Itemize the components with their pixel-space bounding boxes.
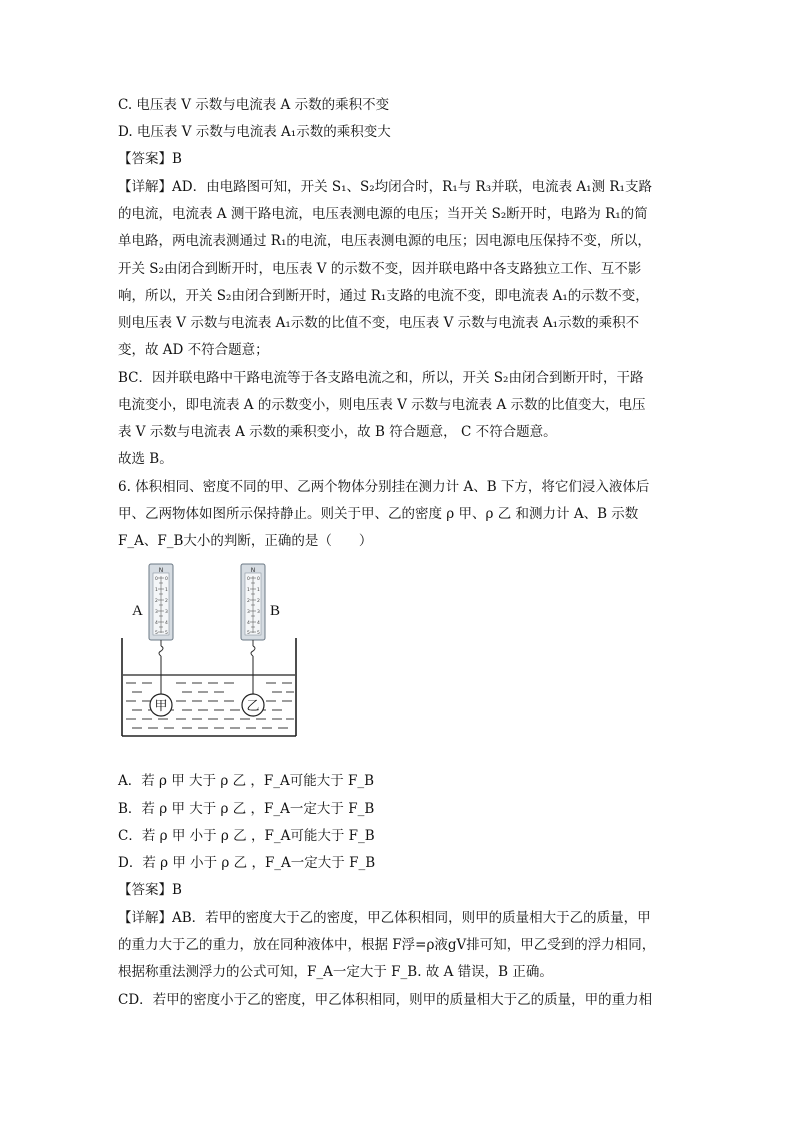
option-d-prev: D. 电压表 V 示数与电流表 A₁示数的乘积变大 [118, 124, 391, 140]
explanation-line: CD．若甲的密度小于乙的密度，甲乙体积相同，则甲的质量相大于乙的质量，甲的重力相 [118, 992, 653, 1008]
svg-text:0: 0 [247, 577, 250, 582]
svg-text:0: 0 [155, 577, 158, 582]
svg-text:N: N [250, 567, 256, 574]
svg-text:3: 3 [155, 610, 158, 615]
option-a: A．若 ρ 甲 大于 ρ 乙 ，F_A可能大于 F_B [118, 773, 375, 789]
explanation-line: 电流变小，即电流表 A 的示数变小，则电压表 V 示数与电流表 A 示数的比值变大，电压 [118, 397, 646, 413]
explanation-line: 变，故 AD 不符合题意； [118, 342, 269, 358]
svg-text:2: 2 [257, 599, 260, 604]
label-scale-a: A [132, 603, 143, 619]
svg-text:4: 4 [257, 621, 260, 626]
object-yi [242, 694, 264, 716]
label-scale-b: B [270, 603, 281, 619]
svg-text:3: 3 [165, 610, 168, 615]
svg-text:4: 4 [247, 621, 250, 626]
explanation-line: 表 V 示数与电流表 A 示数的乘积变小，故 B 符合题意， C 不符合题意。 [118, 424, 557, 440]
svg-text:乙: 乙 [246, 699, 260, 714]
svg-text:1: 1 [165, 588, 168, 593]
option-b: B．若 ρ 甲 大于 ρ 乙 ，F_A一定大于 F_B [118, 801, 375, 817]
question-6-line: 甲、乙两物体如图所示保持静止。则关于甲、乙的密度 ρ 甲、ρ 乙 和测力计 A、B 示数 [118, 506, 639, 522]
svg-text:5: 5 [165, 631, 168, 636]
svg-text:4: 4 [155, 621, 158, 626]
svg-text:1: 1 [257, 588, 260, 593]
svg-text:0: 0 [165, 577, 168, 582]
object-jia [150, 694, 172, 716]
svg-text:4: 4 [165, 621, 168, 626]
svg-text:2: 2 [155, 599, 158, 604]
svg-text:1: 1 [155, 588, 158, 593]
explanation-line: 的重力大于乙的重力，放在同种液体中，根据 F浮=ρ液gV排可知，甲乙受到的浮力相同， [118, 937, 656, 953]
explanation-line: 单电路，两电流表测通过 R₁的电流，电压表测电源的电压；因电源电压保持不变，所以， [118, 233, 651, 249]
svg-text:2: 2 [165, 599, 168, 604]
option-c-prev: C. 电压表 V 示数与电流表 A 示数的乘积不变 [118, 97, 390, 113]
explanation-line: 根据称重法测浮力的公式可知，F_A一定大于 F_B. 故 A 错误，B 正确。 [118, 964, 553, 980]
option-c: C．若 ρ 甲 小于 ρ 乙 ，F_A可能大于 F_B [118, 828, 375, 844]
explanation-line: 【详解】AD．由电路图可知，开关 S₁、S₂均闭合时，R₁与 R₃并联，电流表 A₁测 R₁支路 [118, 179, 652, 195]
svg-text:0: 0 [257, 577, 260, 582]
svg-text:3: 3 [257, 610, 260, 615]
svg-text:5: 5 [257, 631, 260, 636]
svg-text:1: 1 [247, 588, 250, 593]
answer-label: 【答案】B [118, 882, 182, 898]
explanation-line: 则电压表 V 示数与电流表 A₁示数的比值不变，电压表 V 示数与电流表 A₁示数的乘积不 [118, 315, 640, 331]
explanation-line: BC．因并联电路中干路电流等于各支路电流之和，所以，开关 S₂由闭合到断开时，干路 [118, 370, 644, 386]
explanation-line: 开关 S₂由闭合到断开时，电压表 V 的示数不变，因并联电路中各支路独立工作、互不影 [118, 261, 642, 277]
svg-text:N: N [158, 567, 164, 574]
svg-text:5: 5 [247, 631, 250, 636]
svg-text:甲: 甲 [154, 699, 168, 714]
conclusion-line: 故选 B。 [118, 451, 173, 467]
svg-text:3: 3 [247, 610, 250, 615]
answer-label-prev: 【答案】B [118, 151, 182, 167]
question-6-line: 6. 体积相同、密度不同的甲、乙两个物体分别挂在测力计 A、B 下方，将它们浸入液体后 [118, 479, 650, 495]
svg-text:2: 2 [247, 599, 250, 604]
explanation-line: 的电流，电流表 A 测干路电流，电压表测电源的电压；当开关 S₂断开时，电路为 R₁的简 [118, 206, 648, 222]
spring-scale-figure [118, 560, 300, 742]
explanation-line: 响，所以，开关 S₂由闭合到断开时，通过 R₁支路的电流不变，即电流表 A₁的示数不变， [118, 288, 649, 304]
explanation-line: 【详解】AB．若甲的密度大于乙的密度，甲乙体积相同，则甲的质量相大于乙的质量，甲 [118, 910, 651, 926]
liquid-container [122, 638, 296, 736]
option-d: D．若 ρ 甲 小于 ρ 乙 ，F_A一定大于 F_B [118, 855, 376, 871]
svg-text:5: 5 [155, 631, 158, 636]
question-6-line: F_A、F_B大小的判断，正确的是（ ） [118, 533, 373, 549]
